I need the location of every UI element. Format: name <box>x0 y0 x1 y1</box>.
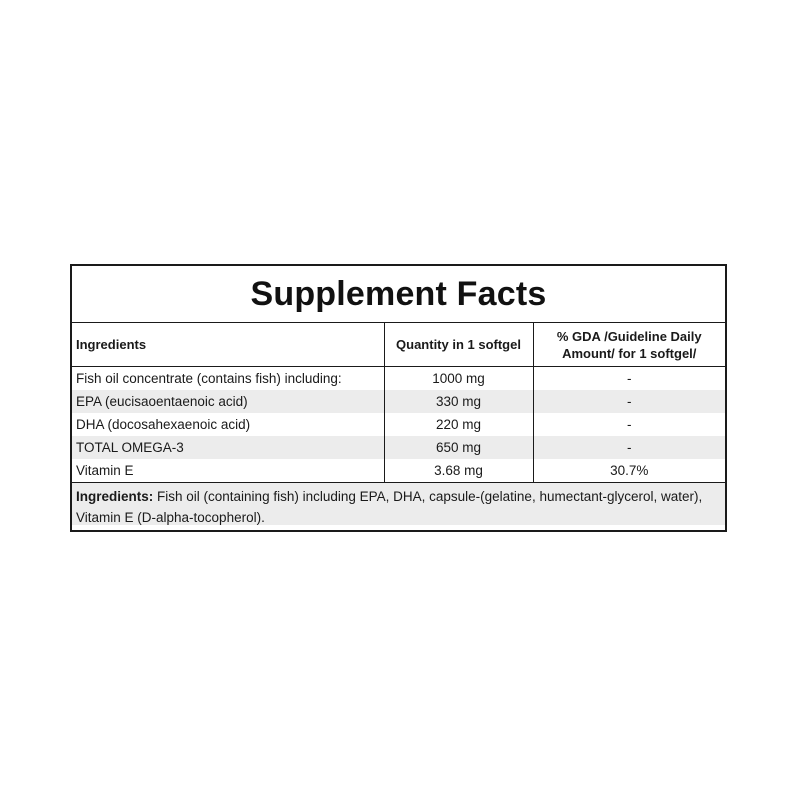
panel-title: Supplement Facts <box>72 266 725 323</box>
row-name: Fish oil concentrate (contains fish) including: <box>72 367 384 391</box>
ingredients-note <box>72 482 725 525</box>
row-gda: - <box>627 417 632 432</box>
table-row <box>72 436 725 459</box>
row-name: Vitamin E <box>72 459 384 482</box>
row-gda: - <box>533 390 725 413</box>
row-quantity: 3.68 mg <box>384 459 533 482</box>
ingredients-note-label: Ingredients: <box>76 489 154 504</box>
header-ingredients: Ingredients <box>72 323 384 367</box>
table-row <box>72 367 725 391</box>
header-gda-line2: Amount/ for 1 softgel/ <box>562 345 697 361</box>
header-quantity: Quantity in 1 softgel <box>384 323 533 367</box>
row-name: DHA (docosahexaenoic acid) <box>72 413 384 436</box>
table-row <box>72 459 725 482</box>
table-header-row <box>72 323 725 367</box>
row-name: TOTAL OMEGA-3 <box>72 436 384 459</box>
row-name: EPA (eucisaoentaenoic acid) <box>72 390 384 413</box>
row-gda: 30.7% <box>610 463 649 478</box>
header-gda <box>533 323 725 367</box>
facts-table <box>72 323 725 482</box>
row-quantity: 650 mg <box>384 436 533 459</box>
ingredients-note-text: Fish oil (containing fish) including EPA, DHA, capsule-(gelatine, humectant-glycerol, water), Vitamin E (D-alpha-tocopherol). <box>76 489 703 525</box>
header-gda-line1: % GDA /Guideline Daily <box>556 328 702 344</box>
row-quantity: 330 mg <box>384 390 533 413</box>
row-gda: - <box>627 371 632 386</box>
table-row <box>72 413 725 436</box>
table-row <box>72 390 725 413</box>
row-quantity: 220 mg <box>384 413 533 436</box>
row-gda: - <box>533 436 725 459</box>
supplement-facts-panel <box>70 264 727 532</box>
row-quantity: 1000 mg <box>384 367 533 391</box>
